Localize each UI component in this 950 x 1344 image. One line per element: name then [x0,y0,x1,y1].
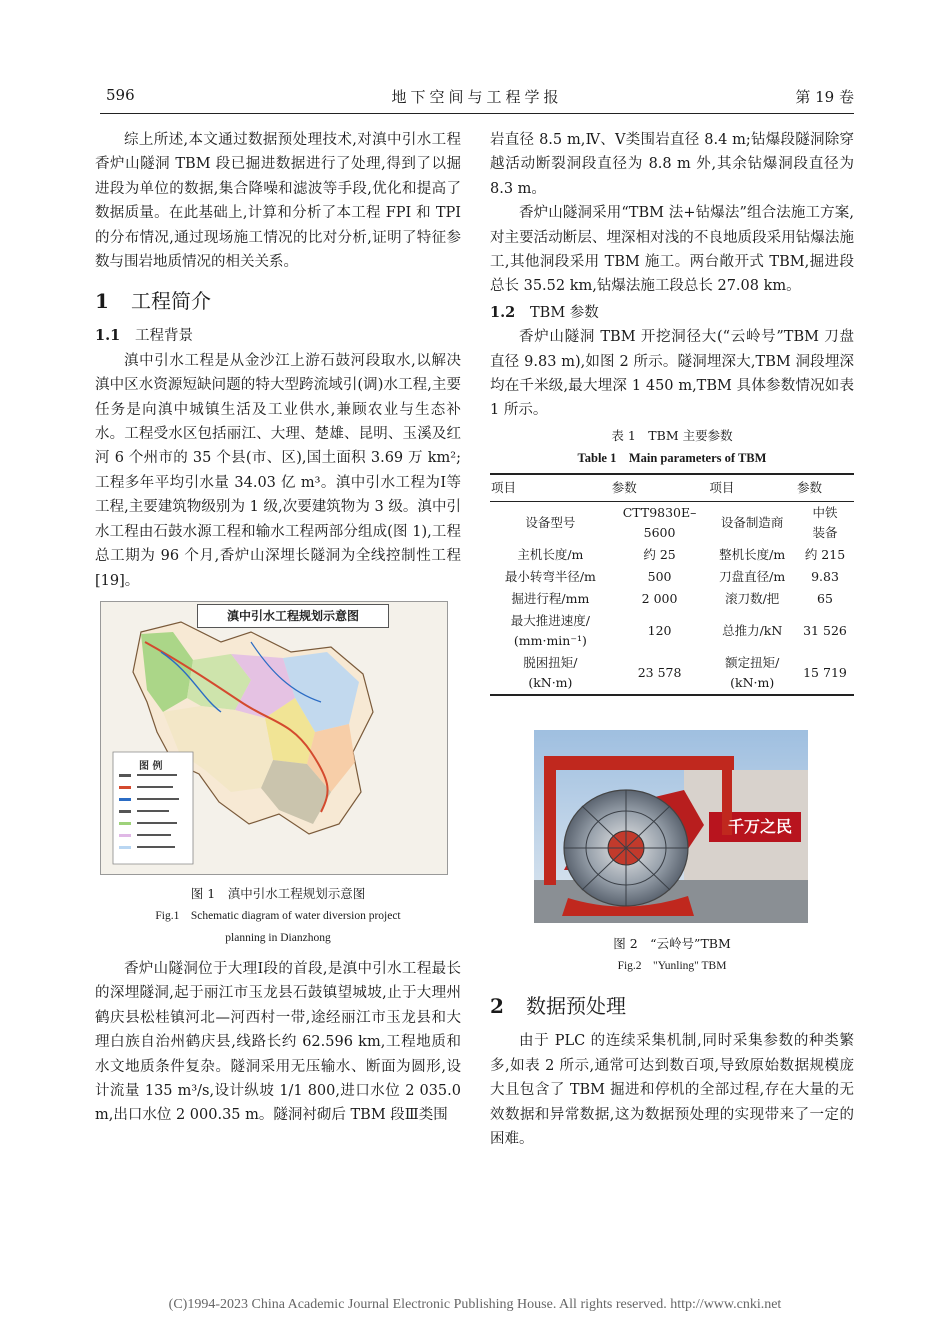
table-cell: 最大推进速度/ (mm·min⁻¹) [510,613,590,649]
subsection-number: 1.2 [490,303,516,321]
table-cell: 设备制造商 [720,515,784,531]
table-header: 项目 [490,474,611,502]
section-title: 工程简介 [131,289,211,314]
tbm-paragraph: 香炉山隧洞 TBM 开挖洞径大(“云岭号”TBM 刀盘直径 9.83 m),如图 2 所示。隧洞埋深大,TBM 洞段埋深均在千米级,最大埋深 1 450 m,TBM 具体参数情况如表 1 所示。 [490,329,854,419]
copyright-footer: (C)1994-2023 China Academic Journal Electronic Publishing House. All rights reserved. http://www.cnki.net [168,1297,782,1312]
table-cell: 15 719 [796,652,854,695]
table-cell: 约 215 [804,547,846,563]
table-cell: 刀盘直径/m [719,569,786,585]
continued-paragraph: 岩直径 8.5 m,Ⅳ、Ⅴ类围岩直径 8.4 m;钻爆段隧洞除穿越活动断裂洞段直径为 8.8 m 外,其余钻爆洞段直径为 8.3 m。 [490,132,854,197]
table-header: 参数 [796,474,854,502]
section-number: 2 [490,994,504,1019]
table-cell: 设备型号 [525,515,576,531]
table-cell: 额定扭矩/ (kN·m) [708,652,796,695]
table-cell: 120 [647,623,672,639]
table-row [490,588,854,610]
method-paragraph: 香炉山隧洞采用“TBM 法+钻爆法”组合法施工方案,对主要活动断层、埋深相对浅的不良地质段采用钻爆法施工,其他洞段采用 TBM 施工。两台敞开式 TBM,掘进段总长 35.52 km,钻爆法施工段总长 27.08 km。 [490,205,854,295]
table-cell: 9.83 [811,569,839,585]
figure-1-caption: 图 1 滇中引水工程规划示意图 [190,885,366,901]
table-cell: 脱困扭矩/ (kN·m) [490,652,611,695]
tbm-parameter-table [490,473,854,696]
page-header [100,86,854,112]
table-cell: 滚刀数/把 [725,591,780,607]
tunnel-paragraph: 香炉山隧洞位于大理Ⅰ段的首段,是滇中引水工程最长的深埋隧洞,起于丽江市玉龙县石鼓镇望城坡,止于大理州鹤庆县松桂镇河北—河西村一带,途经丽江市玉龙县和大理白族自治州鹤庆县,线路长约 62.596 km,工程地质和水文地质条件复杂。隧洞采用无压输水、断面为圆形,设计流量 135 m³/s,设计纵坡 1/1 800,进口水位 2 035.0 m,出口水位 2 000.35 m。隧洞衬砌后 TBM 段Ⅲ类围 [95,960,461,1124]
intro-paragraph: 综上所述,本文通过数据预处理技术,对滇中引水工程香炉山隧洞 TBM 段已掘进数据进行了处理,得到了以掘进段为单位的数据,集合降噪和滤波等手段,优化和提高了数据质量。在此基础上,计算和分析了本工程 FPI 和 TPI 的分布情况,通过现场施工情况的比对分析,证明了特征参数与围岩地质情况的相关关系。 [95,132,461,271]
table-row [490,544,854,566]
subsection-title: TBM 参数 [530,304,599,321]
section-number: 1 [95,289,109,314]
table-cell: 65 [817,591,833,607]
table-cell: 整机长度/m [719,547,786,563]
table-row [490,502,854,545]
table-cell: 中铁 装备 [812,505,838,541]
table-row [490,652,854,695]
map-illustration [101,602,447,874]
table-header: 项目 [708,474,796,502]
table-1-caption: 表 1 TBM 主要参数 [611,427,733,443]
table-header: 参数 [611,474,709,502]
section-1-2-heading [490,301,854,325]
right-column [490,128,854,1151]
table-cell: 最小转弯半径/m [504,569,596,585]
table-1-caption-en: Table 1 Main parameters of TBM [577,450,767,465]
table-cell: 2 000 [641,591,678,607]
figure-2-caption: 图 2 “云岭号”TBM [613,936,731,952]
table-cell: 主机长度/m [517,547,584,563]
subsection-title: 工程背景 [135,328,193,345]
table-cell: 23 578 [611,652,709,695]
table-cell: 500 [647,569,672,585]
section-1-heading [95,284,461,318]
table-row [490,610,854,652]
preprocess-paragraph: 由于 PLC 的连续采集机制,同时采集参数的种类繁多,如表 2 所示,通常可达到数百项,导致原始数据规模庞大且包含了 TBM 掘进和停机的全部过程,存在大量的无效数据和异常数据,这为数据预处理的实现带来了一定的困难。 [490,1033,854,1147]
table-cell: CTT9830E– 5600 [622,505,697,541]
background-paragraph: 滇中引水工程是从金沙江上游石鼓河段取水,以解决滇中区水资源短缺问题的特大型跨流域引(调)水工程,主要任务是向滇中城镇生活及工业供水,兼顾农业与生态补水。工程受水区包括丽江、大理、楚雄、昆明、玉溪及红河 6 个州市的 35 个县(市、区),国土面积 3.69 万 km²;工程多年平均引水量 34.03 亿 m³。滇中引水工程为Ⅰ等工程,主要建筑物级别为 1 级,次要建筑物为 3 级。滇中引水工程由石鼓水源工程和输水工程两部分组成(图 1),工程总工期为 96 个月,香炉山深埋长隧洞为全线控制性工程[19]。 [95,352,461,589]
map-title: 滇中引水工程规划示意图 [197,604,389,628]
map-legend-title: 图 例 [139,760,163,772]
figure-1-map [100,601,448,875]
table-cell: 31 526 [803,623,847,639]
photo-banner-text: 千万之民 [727,817,792,837]
figure-2-caption-en: Fig.2 "Yunling" TBM [617,960,727,973]
page-number: 596 [106,86,135,104]
journal-title: 地下空间与工程学报 [391,88,563,106]
figure-1-caption-en-line2: planning in Dianzhong [225,931,331,944]
table-header-row [490,474,854,502]
section-1-1-heading [95,324,461,348]
table-row [490,566,854,588]
header-rule [100,113,854,114]
table-cell: 总推力/kN [722,623,783,639]
subsection-number: 1.1 [95,327,121,345]
figure-2-photo [534,730,808,923]
volume-label: 第 19 卷 [795,88,854,106]
table-cell: 掘进行程/mm [511,591,590,607]
section-title: 数据预处理 [526,994,626,1019]
left-column [95,128,461,1128]
figure-1-caption-en-line1: Fig.1 Schematic diagram of water diversion project [155,909,401,922]
section-2-heading [490,989,854,1023]
table-cell: 约 25 [643,547,676,563]
